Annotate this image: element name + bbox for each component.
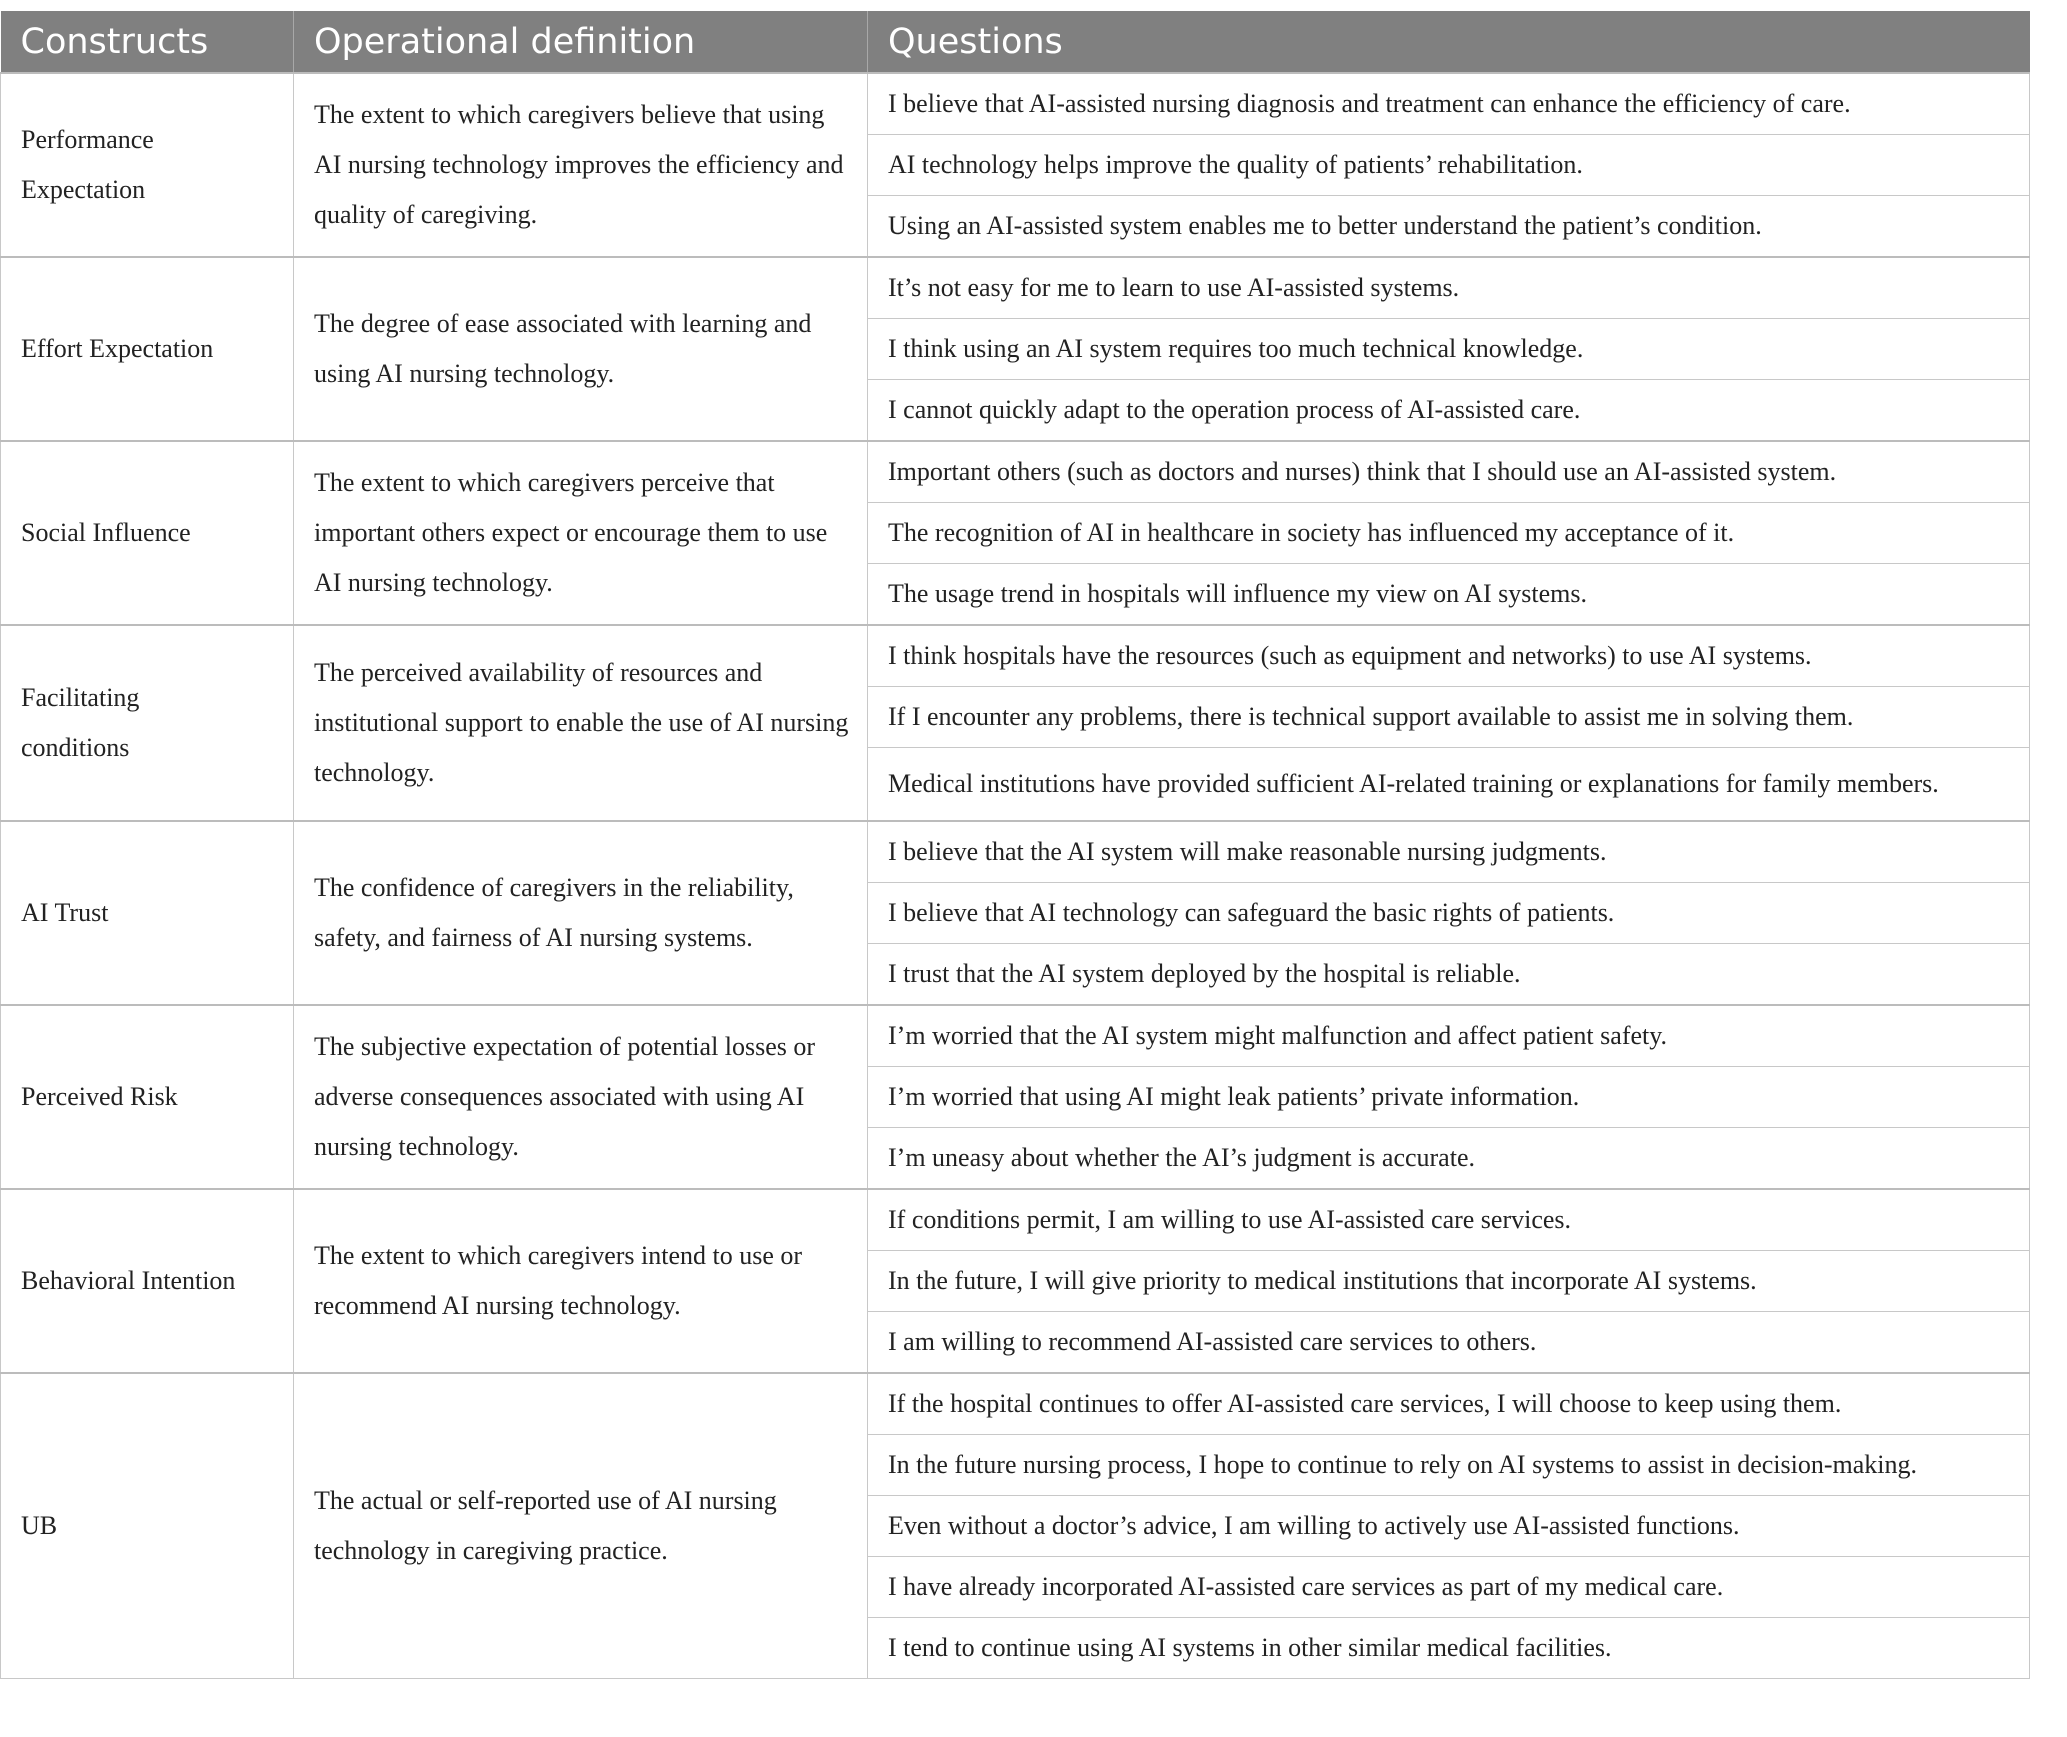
header-row xyxy=(1,11,2030,73)
question-cell: If conditions permit, I am willing to use AI-assisted care services. xyxy=(868,1189,2030,1251)
header-definition: Operational definition xyxy=(294,11,868,73)
table-body xyxy=(1,73,2030,1679)
question-cell: I cannot quickly adapt to the operation process of AI-assisted care. xyxy=(868,380,2030,442)
definition-cell: The extent to which caregivers believe that using AI nursing technology improves the efficiency and quality of caregiving. xyxy=(294,73,868,257)
construct-cell: UB xyxy=(1,1373,294,1679)
question-cell: The recognition of AI in healthcare in society has influenced my acceptance of it. xyxy=(868,503,2030,564)
table-row xyxy=(1,257,2030,319)
question-cell: If I encounter any problems, there is technical support available to assist me in solving them. xyxy=(868,687,2030,748)
question-cell: I believe that AI-assisted nursing diagnosis and treatment can enhance the efficiency of care. xyxy=(868,73,2030,135)
question-cell: It’s not easy for me to learn to use AI-assisted systems. xyxy=(868,257,2030,319)
question-cell: I trust that the AI system deployed by the hospital is reliable. xyxy=(868,944,2030,1006)
definition-cell: The extent to which caregivers intend to use or recommend AI nursing technology. xyxy=(294,1189,868,1373)
table-row xyxy=(1,821,2030,883)
table-row xyxy=(1,73,2030,135)
construct-cell: Behavioral Intention xyxy=(1,1189,294,1373)
table-row xyxy=(1,625,2030,687)
question-cell: I think hospitals have the resources (such as equipment and networks) to use AI systems. xyxy=(868,625,2030,687)
construct-cell: AI Trust xyxy=(1,821,294,1005)
table-row xyxy=(1,1189,2030,1251)
question-cell: I believe that the AI system will make reasonable nursing judgments. xyxy=(868,821,2030,883)
construct-cell: Facilitating conditions xyxy=(1,625,294,821)
question-cell: Important others (such as doctors and nurses) think that I should use an AI-assisted system. xyxy=(868,441,2030,503)
table-row xyxy=(1,1373,2030,1435)
definition-cell: The extent to which caregivers perceive that important others expect or encourage them to use AI nursing technology. xyxy=(294,441,868,625)
question-cell: In the future nursing process, I hope to continue to rely on AI systems to assist in decision-making. xyxy=(868,1435,2030,1496)
question-cell: I am willing to recommend AI-assisted care services to others. xyxy=(868,1312,2030,1374)
question-cell: Even without a doctor’s advice, I am willing to actively use AI-assisted functions. xyxy=(868,1496,2030,1557)
question-cell: I have already incorporated AI-assisted care services as part of my medical care. xyxy=(868,1557,2030,1618)
question-cell: AI technology helps improve the quality of patients’ rehabilitation. xyxy=(868,135,2030,196)
constructs-table xyxy=(0,11,2030,1679)
question-cell: I believe that AI technology can safeguard the basic rights of patients. xyxy=(868,883,2030,944)
question-cell: I think using an AI system requires too much technical knowledge. xyxy=(868,319,2030,380)
definition-cell: The degree of ease associated with learning and using AI nursing technology. xyxy=(294,257,868,441)
question-cell: Medical institutions have provided sufficient AI-related training or explanations for family members. xyxy=(868,748,2030,822)
table-row xyxy=(1,1005,2030,1067)
question-cell: The usage trend in hospitals will influence my view on AI systems. xyxy=(868,564,2030,626)
definition-cell: The perceived availability of resources and institutional support to enable the use of AI nursing technology. xyxy=(294,625,868,821)
question-cell: I’m uneasy about whether the AI’s judgment is accurate. xyxy=(868,1128,2030,1190)
definition-cell: The subjective expectation of potential losses or adverse consequences associated with using AI nursing technology. xyxy=(294,1005,868,1189)
definition-cell: The confidence of caregivers in the reliability, safety, and fairness of AI nursing systems. xyxy=(294,821,868,1005)
construct-cell: Perceived Risk xyxy=(1,1005,294,1189)
construct-cell: Social Influence xyxy=(1,441,294,625)
question-cell: If the hospital continues to offer AI-assisted care services, I will choose to keep using them. xyxy=(868,1373,2030,1435)
question-cell: I’m worried that the AI system might malfunction and affect patient safety. xyxy=(868,1005,2030,1067)
question-cell: Using an AI-assisted system enables me to better understand the patient’s condition. xyxy=(868,196,2030,258)
question-cell: I tend to continue using AI systems in other similar medical facilities. xyxy=(868,1618,2030,1679)
header-constructs: Constructs xyxy=(1,11,294,73)
construct-cell: Effort Expectation xyxy=(1,257,294,441)
definition-cell: The actual or self-reported use of AI nursing technology in caregiving practice. xyxy=(294,1373,868,1679)
question-cell: In the future, I will give priority to medical institutions that incorporate AI systems. xyxy=(868,1251,2030,1312)
construct-cell: Performance Expectation xyxy=(1,73,294,257)
table-row xyxy=(1,441,2030,503)
question-cell: I’m worried that using AI might leak patients’ private information. xyxy=(868,1067,2030,1128)
header-questions: Questions xyxy=(868,11,2030,73)
